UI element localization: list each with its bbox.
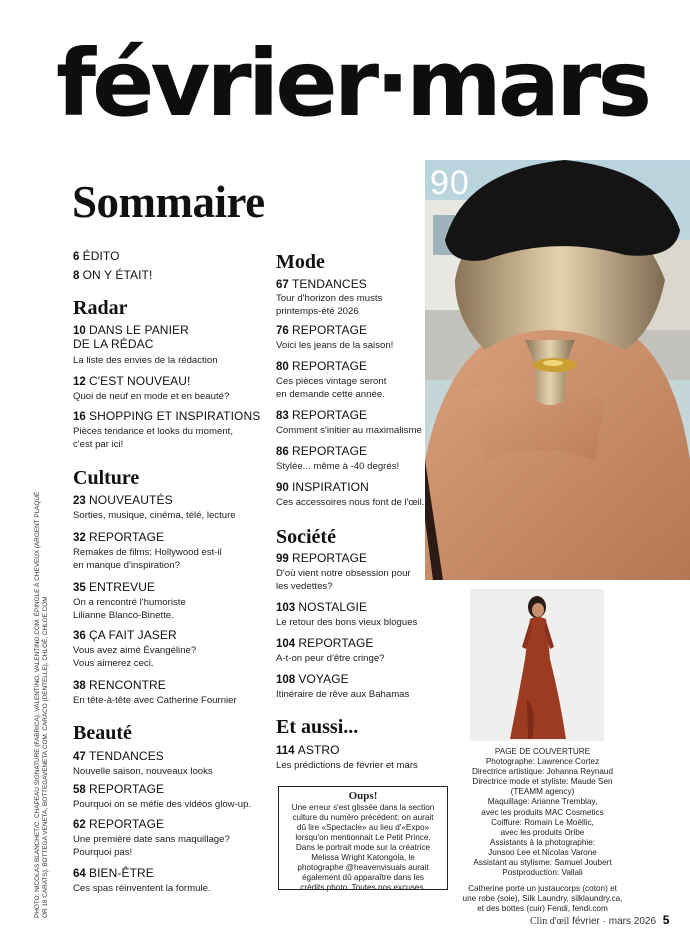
toc-page-number: 76	[276, 325, 289, 337]
toc-description: En tête-à-tête avec Catherine Fournier	[73, 695, 237, 706]
erratum-line: crédits photo. Toutes nos excuses.	[300, 883, 426, 892]
credit-line: Postproduction: Vallali	[502, 868, 583, 878]
section-title-mode: Mode	[276, 251, 325, 273]
erratum-line: photographe @heavenvisuals aurait	[297, 863, 429, 872]
erratum-line: lorsqu'on mentionnait Le Petit Prince.	[295, 833, 431, 842]
toc-title: REPORTAGE	[89, 782, 165, 796]
toc-description: en manque d'inspiration?	[73, 560, 180, 571]
toc-item[interactable]	[276, 408, 367, 424]
hero-illustration	[425, 160, 690, 580]
toc-page-number: 99	[276, 553, 289, 565]
magazine-name: Clin d'œil	[530, 916, 570, 927]
credit-line: PHOTO: NICOLAS BLANCHET/C. CHAPEAU SIGNATURE (FABRICA). VALENTINO, VALENTINO.COM. ÉPINGLE À CHEVEUX (ARGENT PLAQUÉ	[34, 491, 41, 918]
toc-description: Pourquoi on se méfie des vidéos glow-up.	[73, 799, 252, 810]
toc-item[interactable]	[73, 374, 191, 390]
toc-page-number: 86	[276, 446, 289, 458]
credit-line: Photographe: Lawrence Cortez	[485, 757, 600, 767]
toc-page-number: 8	[73, 270, 80, 282]
toc-page-number: 80	[276, 361, 289, 373]
page-title: Sommaire	[72, 177, 265, 227]
vertical-photo-credit	[34, 468, 50, 918]
toc-page-number: 108	[276, 674, 296, 686]
toc-title: ENTREVUE	[89, 580, 156, 594]
erratum-line: Melissa Wright Katongola, le	[311, 853, 415, 862]
toc-description: D'où vient notre obsession pour	[276, 568, 411, 579]
toc-item[interactable]	[73, 817, 164, 833]
toc-page-number: 104	[276, 638, 296, 650]
toc-title: ÉDITO	[82, 249, 120, 263]
toc-item[interactable]	[276, 480, 369, 496]
credit-line: Directrice artistique: Johanna Reynaud	[471, 767, 614, 777]
toc-page-number: 47	[73, 751, 86, 763]
toc-description: La liste des envies de la rédaction	[73, 355, 218, 366]
cover-credits	[455, 747, 630, 915]
toc-description: en demande cette année.	[276, 389, 385, 400]
toc-description: Comment s'initier au maximalisme	[276, 425, 422, 436]
toc-title: ÇA FAIT JASER	[89, 628, 177, 642]
toc-title: REPORTAGE	[292, 444, 368, 458]
toc-description: Ces pièces vintage seront	[276, 376, 387, 387]
toc-description: les vedettes?	[276, 581, 333, 592]
toc-description: Ces spas réinventent la formule.	[73, 883, 211, 894]
toc-title: REPORTAGE	[292, 408, 368, 422]
toc-title: TENDANCES	[292, 277, 367, 291]
page-number: 5	[662, 913, 670, 927]
toc-title: BIEN-ÊTRE	[89, 866, 154, 880]
toc-page-number: 6	[73, 251, 80, 263]
credit-line: et des bottes (cuir) Fendi, fendi.com	[477, 904, 608, 914]
erratum-line: également dû apparaître dans les	[302, 873, 424, 882]
toc-page-number: 12	[73, 376, 86, 388]
toc-item[interactable]	[276, 444, 367, 460]
toc-title: TENDANCES	[89, 749, 164, 763]
section-title-et-aussi: Et aussi...	[276, 716, 359, 738]
toc-page-number: 62	[73, 819, 86, 831]
toc-title: SHOPPING ET INSPIRATIONS	[89, 409, 261, 423]
toc-item[interactable]	[73, 628, 177, 644]
toc-title: REPORTAGE	[292, 551, 368, 565]
credit-line: Directrice mode et styliste: Maude Sen	[472, 777, 613, 787]
toc-description: Voici les jeans de la saison!	[276, 340, 394, 351]
credit-line: une robe (soie), Silk Laundry, silklaundry.ca,	[462, 894, 623, 904]
toc-title: REPORTAGE	[89, 530, 165, 544]
toc-page-number: 38	[73, 680, 86, 692]
toc-title: C'EST NOUVEAU!	[89, 374, 191, 388]
toc-page-number: 67	[276, 279, 289, 291]
toc-item[interactable]	[73, 493, 173, 509]
toc-description: Quoi de neuf en mode et en beauté?	[73, 391, 230, 402]
toc-description: Les prédictions de février et mars	[276, 760, 418, 771]
toc-description: A-t-on peur d'être cringe?	[276, 653, 385, 664]
toc-description: Le retour des bons vieux blogues	[276, 617, 418, 628]
cover-photo	[470, 589, 604, 741]
toc-item[interactable]	[73, 678, 166, 694]
credit-line: Maquillage: Arianne Tremblay,	[487, 797, 598, 807]
issue-date: février · mars 2026	[572, 916, 657, 927]
toc-page-number: 23	[73, 495, 86, 507]
erratum-line: Dans le portrait mode sur la créatrice	[295, 843, 431, 852]
toc-description: Itinéraire de rêve aux Bahamas	[276, 689, 410, 700]
toc-item[interactable]	[276, 359, 367, 375]
toc-description: Stylée... même à -40 degrés!	[276, 461, 400, 472]
page-footer	[530, 913, 669, 927]
toc-item[interactable]	[73, 530, 164, 546]
credit-line: avec les produits Oribe	[500, 827, 585, 837]
toc-title: VOYAGE	[298, 672, 349, 686]
toc-item[interactable]	[276, 636, 374, 652]
toc-description: Remakes de films: Hollywood est-il	[73, 547, 222, 558]
toc-page-number: 83	[276, 410, 289, 422]
toc-item[interactable]	[73, 580, 155, 596]
credit-line: avec les produits MAC Cosmetics	[481, 807, 604, 817]
toc-page-number: 35	[73, 582, 86, 594]
credit-line: (TEAMM agency)	[510, 787, 575, 797]
toc-title: NOSTALGIE	[298, 600, 368, 614]
masthead: février·mars	[56, 30, 649, 137]
toc-page-number: 64	[73, 868, 86, 880]
toc-title: REPORTAGE	[292, 323, 368, 337]
hero-page-number: 90	[430, 164, 470, 202]
erratum-box	[278, 786, 448, 890]
credit-line: Coiffure: Romain Le Moëllic,	[491, 817, 594, 827]
erratum-line: dû lire «Spectacle» au lieu d'«Expo»	[296, 823, 430, 832]
toc-title: RENCONTRE	[89, 678, 166, 692]
toc-page-number: 32	[73, 532, 86, 544]
toc-title: INSPIRATION	[292, 480, 369, 494]
toc-description: Une première date sans maquillage?	[73, 834, 230, 845]
toc-title: REPORTAGE	[89, 817, 165, 831]
section-title-radar: Radar	[73, 297, 128, 319]
toc-description: Nouvelle saison, nouveaux looks	[73, 766, 213, 777]
toc-page-number: 103	[276, 602, 296, 614]
toc-item[interactable]	[276, 672, 349, 688]
toc-item[interactable]	[73, 782, 164, 798]
toc-description: printemps-été 2026	[276, 306, 359, 317]
toc-description: Tour d'horizon des musts	[276, 293, 383, 304]
toc-title: ASTRO	[297, 743, 340, 757]
toc-item[interactable]	[276, 277, 367, 293]
credit-line: PAGE DE COUVERTURE	[494, 747, 591, 756]
toc-description: Sorties, musique, cinéma, télé, lecture	[73, 510, 236, 521]
credit-line: Junsoo Lee et Nicolas Varone	[488, 847, 597, 857]
toc-item[interactable]	[73, 866, 154, 882]
toc-title: NOUVEAUTÉS	[89, 493, 173, 507]
toc-title: REPORTAGE	[298, 636, 374, 650]
toc-page-number: 114	[276, 745, 295, 757]
section-title-beaute: Beauté	[73, 722, 132, 744]
toc-item[interactable]	[276, 600, 367, 616]
toc-description: Pièces tendance et looks du moment,	[73, 426, 233, 437]
hero-photo	[425, 160, 690, 580]
toc-title: REPORTAGE	[292, 359, 368, 373]
toc-item[interactable]	[276, 743, 340, 759]
toc-title: DANS LE PANIER	[89, 323, 189, 337]
credit-line: Assistants à la photographie:	[489, 837, 596, 847]
toc-title: ON Y ÉTAIT!	[82, 268, 153, 282]
toc-page-number: 58	[73, 784, 86, 796]
toc-item-continuation	[73, 337, 153, 353]
toc-item-on-y-etait[interactable]	[73, 268, 152, 284]
cover-illustration	[470, 589, 604, 741]
toc-item[interactable]	[276, 323, 367, 339]
credit-line: OR 18 CARATS), BOTTEGA VENETA, BOTTEGAVENETA.COM. CARACO (DENTELLE), CHLOÉ, CHLOE.COM	[42, 596, 50, 918]
toc-description: Lilianne Blanco-Binette.	[73, 610, 174, 621]
toc-description: Ces accessoires nous font de l'œil.	[276, 497, 425, 508]
erratum-line: culture du numéro précédent: on aurait	[292, 813, 434, 822]
section-title-societe: Société	[276, 526, 336, 548]
credit-line: Assistant au stylisme: Samuel Joubert	[473, 858, 612, 868]
erratum-line: Une erreur s'est glissée dans la section	[291, 803, 435, 812]
toc-item-edito[interactable]	[73, 249, 120, 265]
toc-item[interactable]	[276, 551, 367, 567]
toc-page-number: 90	[276, 482, 289, 494]
toc-description: Vous avez aimé Évangéline?	[73, 645, 197, 656]
erratum-title: Oups!	[348, 790, 378, 802]
toc-page-number: 10	[73, 325, 86, 337]
toc-page-number: 36	[73, 630, 86, 642]
credit-line: Catherine porte un justaucorps (coton) et	[468, 884, 617, 894]
toc-title: DE LA RÉDAC	[73, 337, 154, 351]
toc-description: c'est par ici!	[73, 439, 124, 450]
toc-description: Vous aimerez ceci.	[73, 658, 154, 669]
toc-item[interactable]	[73, 749, 164, 765]
toc-description: On a rencontré l'humoriste	[73, 597, 186, 608]
toc-page-number: 16	[73, 411, 86, 423]
section-title-culture: Culture	[73, 467, 140, 489]
toc-item[interactable]	[73, 409, 260, 425]
toc-description: Pourquoi pas!	[73, 847, 133, 858]
